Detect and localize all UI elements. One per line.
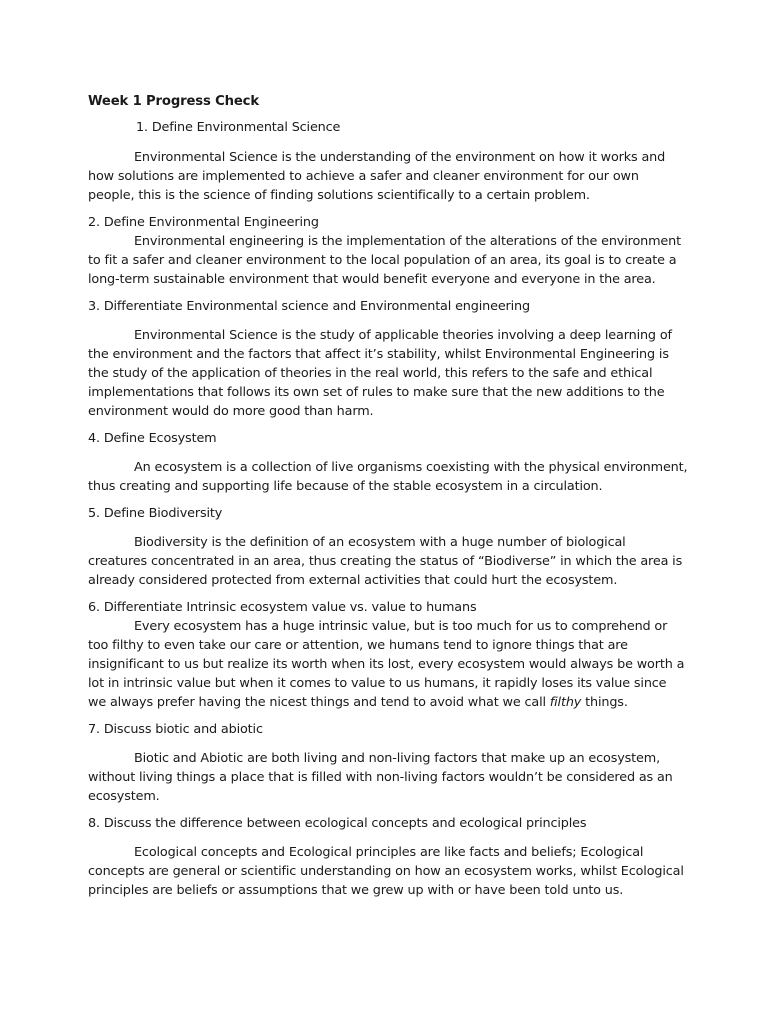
section-1-body: Environmental Science is the understanding of the environment on how it works and how solutions are implemented to achieve a safer and cleaner environment for our own people, this is the science of finding solutions scientifically to a certain problem. [88, 150, 666, 203]
section-3-heading: 3. Differentiate Environmental science and Environmental engineering [88, 299, 530, 314]
section-2-heading: 2. Define Environmental Engineering [88, 215, 319, 230]
section-5-body: Biodiversity is the definition of an ecosystem with a huge number of biological creatures concentrated in an area, thus creating the status of “Biodiverse” in which the area is already considered protected from external activities that could hurt the ecosystem. [88, 535, 683, 588]
section-4-heading: 4. Define Ecosystem [88, 431, 217, 446]
section-6-italic-word: filthy [549, 695, 582, 710]
section-4-body: An ecosystem is a collection of live organisms coexisting with the physical environment, thus creating and supporting life because of the stable ecosystem in a circulation. [88, 460, 688, 494]
section-1-heading: 1. Define Environmental Science [136, 120, 341, 135]
section-6-body [88, 617, 688, 712]
section-6-body-end: things. [581, 695, 628, 710]
section-6-heading: 6. Differentiate Intrinsic ecosystem value vs. value to humans [88, 600, 477, 615]
section-8-body: Ecological concepts and Ecological principles are like facts and beliefs; Ecological concepts are general or scientific understanding on how an ecosystem works, whilst Ecological principles are beliefs or assumptions that we grew up with or have been told unto us. [88, 845, 684, 898]
section-6-body-text: Every ecosystem has a huge intrinsic value, but is too much for us to comprehend or too filthy to even take our care or attention, we humans tend to ignore things that are insignificant to us but realize its worth when its lost, every ecosystem would always be worth a lot in intrinsic value but when it comes to value to us humans, it rapidly loses its value since we always prefer having the nicest things and tend to avoid what we call [88, 619, 685, 710]
section-5-heading: 5. Define Biodiversity [88, 506, 223, 521]
section-7-body: Biotic and Abiotic are both living and non-living factors that make up an ecosystem, without living things a place that is filled with non-living factors wouldn’t be considered as an ecosystem. [88, 751, 673, 804]
section-3-body: Environmental Science is the study of applicable theories involving a deep learning of the environment and the factors that affect it’s stability, whilst Environmental Engineering is the study of the application of theories in the real world, this refers to the safe and ethical implementations that follows its own set of rules to make sure that the new additions to the environment would do more good than harm. [88, 328, 672, 419]
section-8-heading: 8. Discuss the difference between ecological concepts and ecological principles [88, 816, 587, 831]
document-title: Week 1 Progress Check [88, 94, 259, 109]
document-page [88, 92, 688, 908]
section-7-heading: 7. Discuss biotic and abiotic [88, 722, 263, 737]
section-2-body: Environmental engineering is the implementation of the alterations of the environment to fit a safer and cleaner environment to the local population of an area, its goal is to create a long-term sustainable environment that would benefit everyone and everyone in the area. [88, 234, 681, 287]
